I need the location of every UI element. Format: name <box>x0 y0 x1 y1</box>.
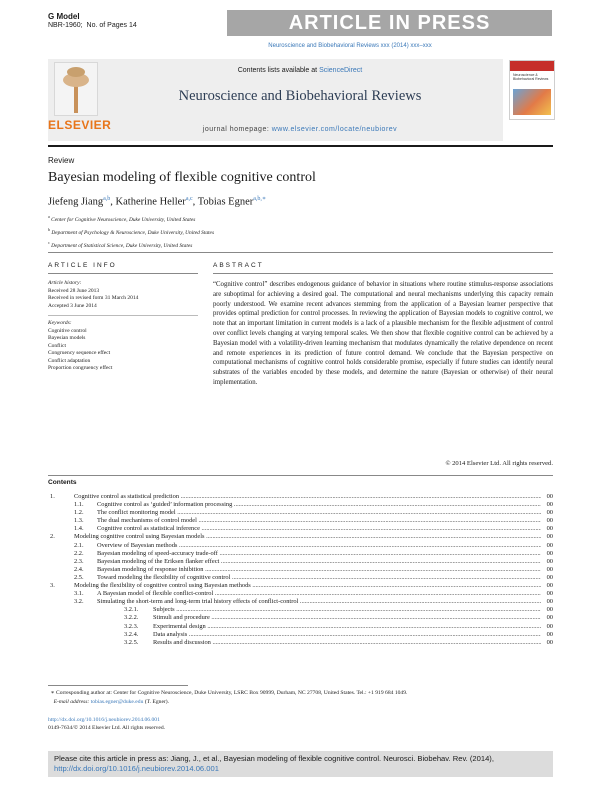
cite-doi-link[interactable]: http://dx.doi.org/10.1016/j.neubiorev.2014.06.001 <box>54 764 219 773</box>
journal-cover-image <box>509 60 555 120</box>
toc-title[interactable]: Cognitive control as statistical inference ..... <box>97 525 541 533</box>
article-title: Bayesian modeling of flexible cognitive control <box>48 170 316 185</box>
cite-this-article-box <box>48 751 553 777</box>
toc-entry[interactable] <box>48 639 553 647</box>
history-item: Received 28 June 2013 <box>48 287 100 294</box>
toc-page: 00 <box>541 509 553 517</box>
elsevier-tree-icon <box>54 62 98 116</box>
toc-entry[interactable] <box>48 558 553 566</box>
page-count: No. of Pages 14 <box>86 22 137 29</box>
toc-number: 2.3. <box>74 557 84 565</box>
toc-entry[interactable] <box>48 566 553 574</box>
toc-number: 2.1. <box>74 541 84 549</box>
toc-number: 3.2.1. <box>124 606 139 614</box>
toc-title[interactable]: Modeling the flexibility of cognitive control using Bayesian methods ..... <box>74 582 541 590</box>
abstract-heading: ABSTRACT <box>213 262 264 269</box>
corresponding-author-text: Corresponding author at: Center for Cognitive Neuroscience, Duke University, LSRC Box 90999, Durham, NC 27708, United States. Tel.: +1 919 684 1049. <box>56 690 408 696</box>
contents-rule <box>48 475 553 476</box>
toc-page: 00 <box>541 566 553 574</box>
contents-line <box>110 67 490 74</box>
gmodel-label: G Model <box>48 12 80 21</box>
toc-number: 2.4. <box>74 565 84 573</box>
toc-title[interactable]: Modeling cognitive control using Bayesian models ..... <box>74 533 541 541</box>
author-list: Jiefeng Jiang$^{a,b}$, Katherine Heller$^{a,c}$, Tobias Egner$^{a,b,∗}$ <box>48 196 266 208</box>
toc-title[interactable]: A Bayesian model of flexible conflict-control ..... <box>97 590 541 598</box>
footnote-rule <box>48 685 188 686</box>
cite-text: Please cite this article in press as: Jiang, J., et al., Bayesian modeling of flexible cognitive control. Neurosci. Biobehav. Rev. (2014), <box>54 754 494 763</box>
copyright-notice: © 2014 Elsevier Ltd. All rights reserved. <box>445 460 553 467</box>
toc-number: 3.1. <box>74 590 84 598</box>
toc-number: 3.2.2. <box>124 614 139 622</box>
toc-title[interactable]: Bayesian modeling of speed-accuracy trade-off ..... <box>97 550 541 558</box>
toc-page: 00 <box>541 574 553 582</box>
toc-title[interactable]: Cognitive control as ‘guided’ information processing ..... <box>97 501 541 509</box>
toc-title[interactable]: Subjects ..... <box>153 606 541 614</box>
toc-entry[interactable] <box>48 614 553 622</box>
toc-title[interactable]: Experimental design ..... <box>153 623 541 631</box>
toc-number: 3.2.4. <box>124 630 139 638</box>
toc-entry[interactable] <box>48 623 553 631</box>
toc-page: 00 <box>541 493 553 501</box>
toc-title[interactable]: Bayesian modeling of response inhibition ..... <box>97 566 541 574</box>
footnote-mark: ∗ <box>50 690 55 696</box>
history-item: Accepted 3 June 2014 <box>48 302 97 309</box>
affiliation-item: $^c$ Department of Statistical Science, Duke University, United States <box>48 239 193 249</box>
keyword-item: Bayesian models <box>48 335 86 341</box>
homepage-prefix: journal homepage: <box>202 126 272 133</box>
toc-title[interactable]: Data analysis ..... <box>153 631 541 639</box>
toc-number: 1.3. <box>74 517 84 525</box>
publisher-name: ELSEVIER <box>48 118 112 132</box>
table-of-contents <box>48 493 553 647</box>
abstract-text: “Cognitive control” describes endogenous guidance of behavior in situations where routine stimulus-response associations are suboptimal for achieving a desired goal. The computational and neural mechanisms underlying this capacity remain poorly understood. We examine recent advances stemming from the application of a Bayesian learner perspective that provides optimal prediction for control processes. In reviewing the application of Bayesian models to cognitive control, we note that an important limitation in current models is a lack of a plausible mechanism for the flexible adjustment of control over conflict levels changing at varying temporal scales. We then show that flexible cognitive control can be achieved by a Bayesian model with a volatility-driven learning mechanism that modulates dynamically the relative dependence on recent and remote experiences in its prediction of future control demand. We conclude that the Bayesian perspective on computational mechanisms of cognitive control holds considerable promise, especially if future studies can identify neural substrates of the variables encoded by these models, and determine the nature (Bayesian or otherwise) of their neural implementation. <box>213 281 553 386</box>
toc-entry[interactable] <box>48 631 553 639</box>
author-name[interactable]: Katherine Heller <box>115 196 186 208</box>
toc-title[interactable]: The conflict monitoring model ..... <box>97 509 541 517</box>
affiliations <box>48 212 214 250</box>
toc-page: 00 <box>541 558 553 566</box>
keyword-item: Congruency sequence effect <box>48 350 111 356</box>
sciencedirect-link[interactable]: ScienceDirect <box>319 67 363 74</box>
author-name[interactable]: Jiefeng Jiang <box>48 196 104 208</box>
toc-entry[interactable] <box>48 517 553 525</box>
toc-title[interactable]: The dual mechanisms of control model ..... <box>97 517 541 525</box>
email-link[interactable]: tobias.egner@duke.edu <box>90 698 144 705</box>
email-label: E-mail address: <box>53 698 90 705</box>
affiliation-item: $^b$ Department of Psychology & Neuroscience, Duke University, United States <box>48 226 215 236</box>
toc-number: 3.2. <box>74 598 84 606</box>
toc-number: 3.2.3. <box>124 622 139 630</box>
toc-entry[interactable] <box>48 501 553 509</box>
doi-link[interactable]: http://dx.doi.org/10.1016/j.neubiorev.2014.06.001 <box>48 717 160 723</box>
toc-number: 2.5. <box>74 573 84 581</box>
manuscript-ref: NBR-1960; <box>48 22 83 29</box>
history-item: Received in revised form 31 March 2014 <box>48 295 139 301</box>
article-info <box>48 280 198 373</box>
keyword-item: Proportion congruency effect <box>48 365 113 371</box>
toc-page: 00 <box>541 501 553 509</box>
corresponding-footnote: ∗ Corresponding author at: Center for Cognitive Neuroscience, Duke University, LSRC Box 90999, Durham, NC 27708, United States. Tel.: +1 919 684 1049. E-mail address: tobias.egner@duke.edu (T. Egner). <box>50 690 408 705</box>
toc-page: 00 <box>541 631 553 639</box>
toc-number: 2. <box>50 533 55 541</box>
toc-page: 00 <box>541 550 553 558</box>
toc-title[interactable]: Simulating the short-term and long-term trial history effects of conflict-control ..... <box>97 598 541 606</box>
toc-entry[interactable] <box>48 550 553 558</box>
author-affil-marks[interactable]: a,b,∗ <box>253 196 266 202</box>
toc-title[interactable]: Stimuli and procedure ..... <box>153 614 541 622</box>
toc-entry[interactable] <box>48 574 553 582</box>
toc-page: 00 <box>541 517 553 525</box>
toc-title[interactable]: Overview of Bayesian methods ..... <box>97 542 541 550</box>
toc-page: 00 <box>541 606 553 614</box>
article-info-heading: ARTICLE INFO <box>48 262 117 269</box>
toc-entry[interactable] <box>48 542 553 550</box>
article-info-rule <box>48 273 198 274</box>
toc-entry[interactable] <box>48 525 553 533</box>
toc-number: 3. <box>50 582 55 590</box>
toc-page: 00 <box>541 533 553 541</box>
keyword-item: Cognitive control <box>48 327 87 334</box>
toc-page: 00 <box>541 614 553 622</box>
toc-page: 00 <box>541 582 553 590</box>
toc-entry[interactable] <box>48 582 553 590</box>
toc-number: 2.2. <box>74 549 84 557</box>
toc-title[interactable]: Results and discussion ..... <box>153 639 541 647</box>
toc-page: 00 <box>541 623 553 631</box>
toc-page: 00 <box>541 598 553 606</box>
toc-page: 00 <box>541 525 553 533</box>
keyword-item: Conflict adaptation <box>48 357 91 364</box>
running-citation: Neuroscience and Biobehavioral Reviews xxx (2014) xxx–xxx <box>268 43 432 49</box>
doi-block <box>48 716 165 733</box>
toc-page: 00 <box>541 542 553 550</box>
article-in-press-banner: ARTICLE IN PRESS <box>227 10 552 36</box>
contents-prefix: Contents lists available at <box>237 67 320 74</box>
issn-line: 0149-7634/© 2014 Elsevier Ltd. All rights reserved. <box>48 725 166 732</box>
homepage-link[interactable]: www.elsevier.com/locate/neubiorev <box>271 126 398 133</box>
author-affil-marks[interactable]: a,c <box>185 196 193 202</box>
toc-title[interactable]: Toward modeling the flexibility of cognitive control ..... <box>97 574 541 582</box>
cover-title: Neuroscience & Biobehavioral Reviews <box>513 73 549 81</box>
keyword-item: Conflict <box>48 342 67 349</box>
gmodel-block <box>48 12 137 30</box>
author-affil-marks[interactable]: a,b <box>103 196 111 202</box>
toc-entry[interactable] <box>48 533 553 541</box>
toc-number: 1.2. <box>74 509 84 517</box>
elsevier-logo <box>48 62 112 140</box>
toc-entry[interactable] <box>48 590 553 598</box>
title-rule <box>48 252 553 253</box>
author-name[interactable]: Tobias Egner <box>197 196 254 208</box>
toc-number: 1.1. <box>74 501 84 509</box>
toc-number: 1. <box>50 493 55 500</box>
history-label: Article history: <box>48 280 82 286</box>
toc-title[interactable]: Bayesian modeling of the Eriksen flanker effect ..... <box>97 558 541 566</box>
toc-entry[interactable] <box>48 493 553 501</box>
abstract-rule <box>213 273 553 274</box>
header-rule <box>48 145 553 147</box>
toc-page: 00 <box>541 590 553 598</box>
toc-entry[interactable] <box>48 509 553 517</box>
toc-number: 3.2.5. <box>124 638 139 646</box>
toc-entry[interactable] <box>48 606 553 614</box>
journal-title: Neuroscience and Biobehavioral Reviews <box>178 88 422 104</box>
toc-entry[interactable] <box>48 598 553 606</box>
toc-title[interactable]: Cognitive control as statistical prediction ..... <box>74 493 541 501</box>
journal-homepage <box>110 126 490 133</box>
toc-page: 00 <box>541 639 553 647</box>
keywords-label: Keywords: <box>48 320 72 326</box>
article-type: Review <box>48 156 75 165</box>
toc-number: 1.4. <box>74 525 84 533</box>
affiliation-item: $^a$ Center for Cognitive Neuroscience, Duke University, United States <box>48 214 196 223</box>
contents-heading: Contents <box>48 479 77 486</box>
